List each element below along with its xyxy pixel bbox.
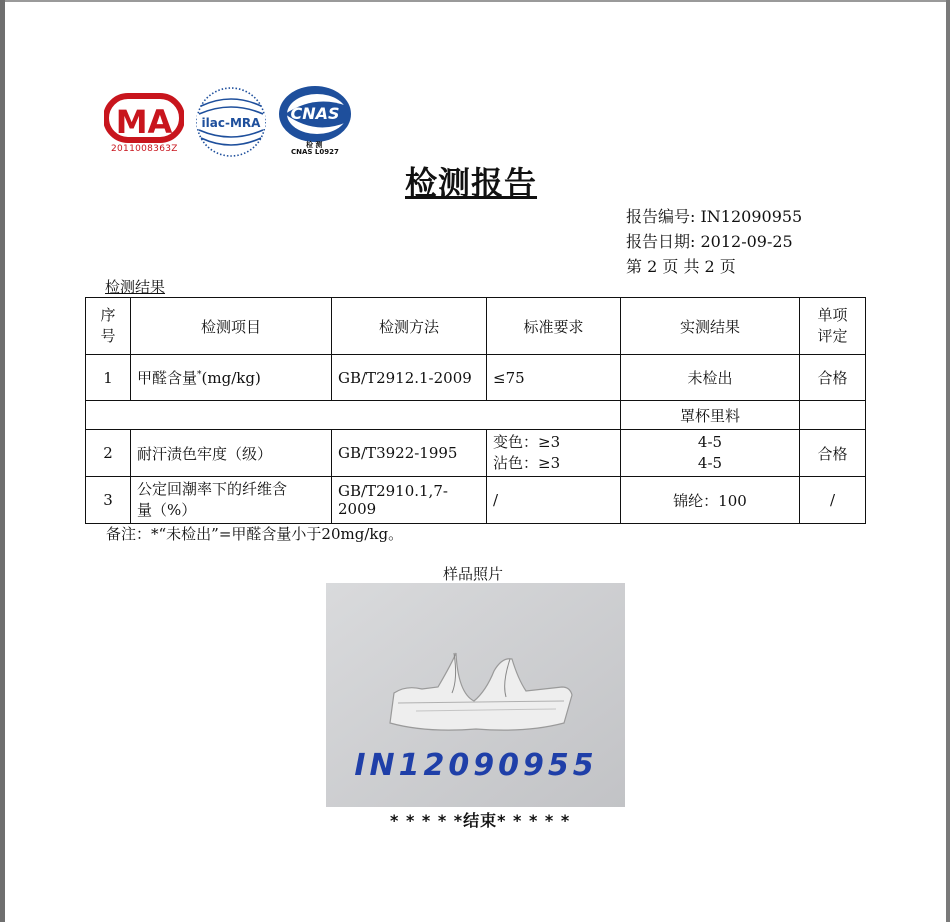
page-count: 第 2 页 共 2 页 <box>626 257 736 276</box>
header-seq-line2: 号 <box>100 327 116 345</box>
footnote: 备注：*“未检出”=甲醛含量小于20mg/kg。 <box>106 525 404 543</box>
subheader-blank-end <box>800 401 866 430</box>
table-header-row <box>86 298 866 355</box>
svg-text:CNAS: CNAS <box>290 104 340 123</box>
row-item-line1: 公定回潮率下的纤维含 <box>137 480 288 498</box>
row-method: GB/T2910.1,7-2009 <box>332 477 487 524</box>
row-method: GB/T3922-1995 <box>332 430 487 477</box>
sample-label: IN12090955 <box>354 748 598 783</box>
row-item-unit: (mg/kg) <box>201 369 261 387</box>
window-top-border <box>0 0 950 2</box>
row-result: 锦纶：100 <box>621 477 800 524</box>
header-eval-line2: 评定 <box>817 327 848 345</box>
row-no: 2 <box>86 430 131 477</box>
row-requirement-line1: 变色：≥3 <box>493 433 561 451</box>
header-method: 检测方法 <box>332 298 487 355</box>
row-result-line1: 4-5 <box>697 433 723 451</box>
row-no: 3 <box>86 477 131 524</box>
report-number: 报告编号: IN12090955 <box>626 207 803 226</box>
row-result: 未检出 <box>621 355 800 401</box>
row-judgement: / <box>800 477 866 524</box>
end-marker: * * * * *结束* * * * * <box>390 811 571 830</box>
row-item-sup: * <box>197 370 202 380</box>
cnas-small-label: 检 测 <box>306 141 323 149</box>
sample-photo <box>326 583 625 807</box>
ilac-mra-logo <box>193 84 269 160</box>
row-result-line2: 4-5 <box>697 454 723 472</box>
table-row <box>86 355 866 401</box>
row-item <box>131 355 332 401</box>
window-right-border <box>946 0 950 922</box>
row-item <box>131 477 332 524</box>
table-subheader-row <box>86 401 866 430</box>
header-requirement: 标准要求 <box>487 298 621 355</box>
results-table <box>85 297 866 524</box>
table-row <box>86 477 866 524</box>
report-date: 报告日期: 2012-09-25 <box>626 232 793 251</box>
cnas-code: CNAS L0927 <box>291 148 339 156</box>
header-seq-line1: 序 <box>100 306 116 324</box>
row-no: 1 <box>86 355 131 401</box>
svg-text:MA: MA <box>115 103 173 141</box>
row-method: GB/T2912.1-2009 <box>332 355 487 401</box>
svg-text:ilac-MRA: ilac-MRA <box>201 116 261 130</box>
row-item-text: 甲醛含量 <box>137 369 198 387</box>
header-seq <box>86 298 131 355</box>
row-item: 耐汗渍色牢度（级） <box>131 430 332 477</box>
header-judgement <box>800 298 866 355</box>
cma-code: 2011008363Z <box>111 144 178 154</box>
header-result: 实测结果 <box>621 298 800 355</box>
header-eval-line1: 单项 <box>817 306 848 324</box>
row-requirement: ≤75 <box>487 355 621 401</box>
row-requirement-line2: 沾色：≥3 <box>493 454 561 472</box>
subheader-result: 罩杯里料 <box>621 401 800 430</box>
row-judgement: 合格 <box>800 355 866 401</box>
table-row <box>86 430 866 477</box>
section-title: 检测结果 <box>105 278 166 296</box>
row-judgement: 合格 <box>800 430 866 477</box>
photo-caption: 样品照片 <box>443 565 504 583</box>
row-requirement <box>487 430 621 477</box>
window-left-border <box>0 0 5 922</box>
report-title: 检测报告 <box>405 164 538 202</box>
row-requirement: / <box>487 477 621 524</box>
row-item-line2: 量（%） <box>137 501 197 519</box>
header-item: 检测项目 <box>131 298 332 355</box>
subheader-blank <box>86 401 621 430</box>
row-result <box>621 430 800 477</box>
